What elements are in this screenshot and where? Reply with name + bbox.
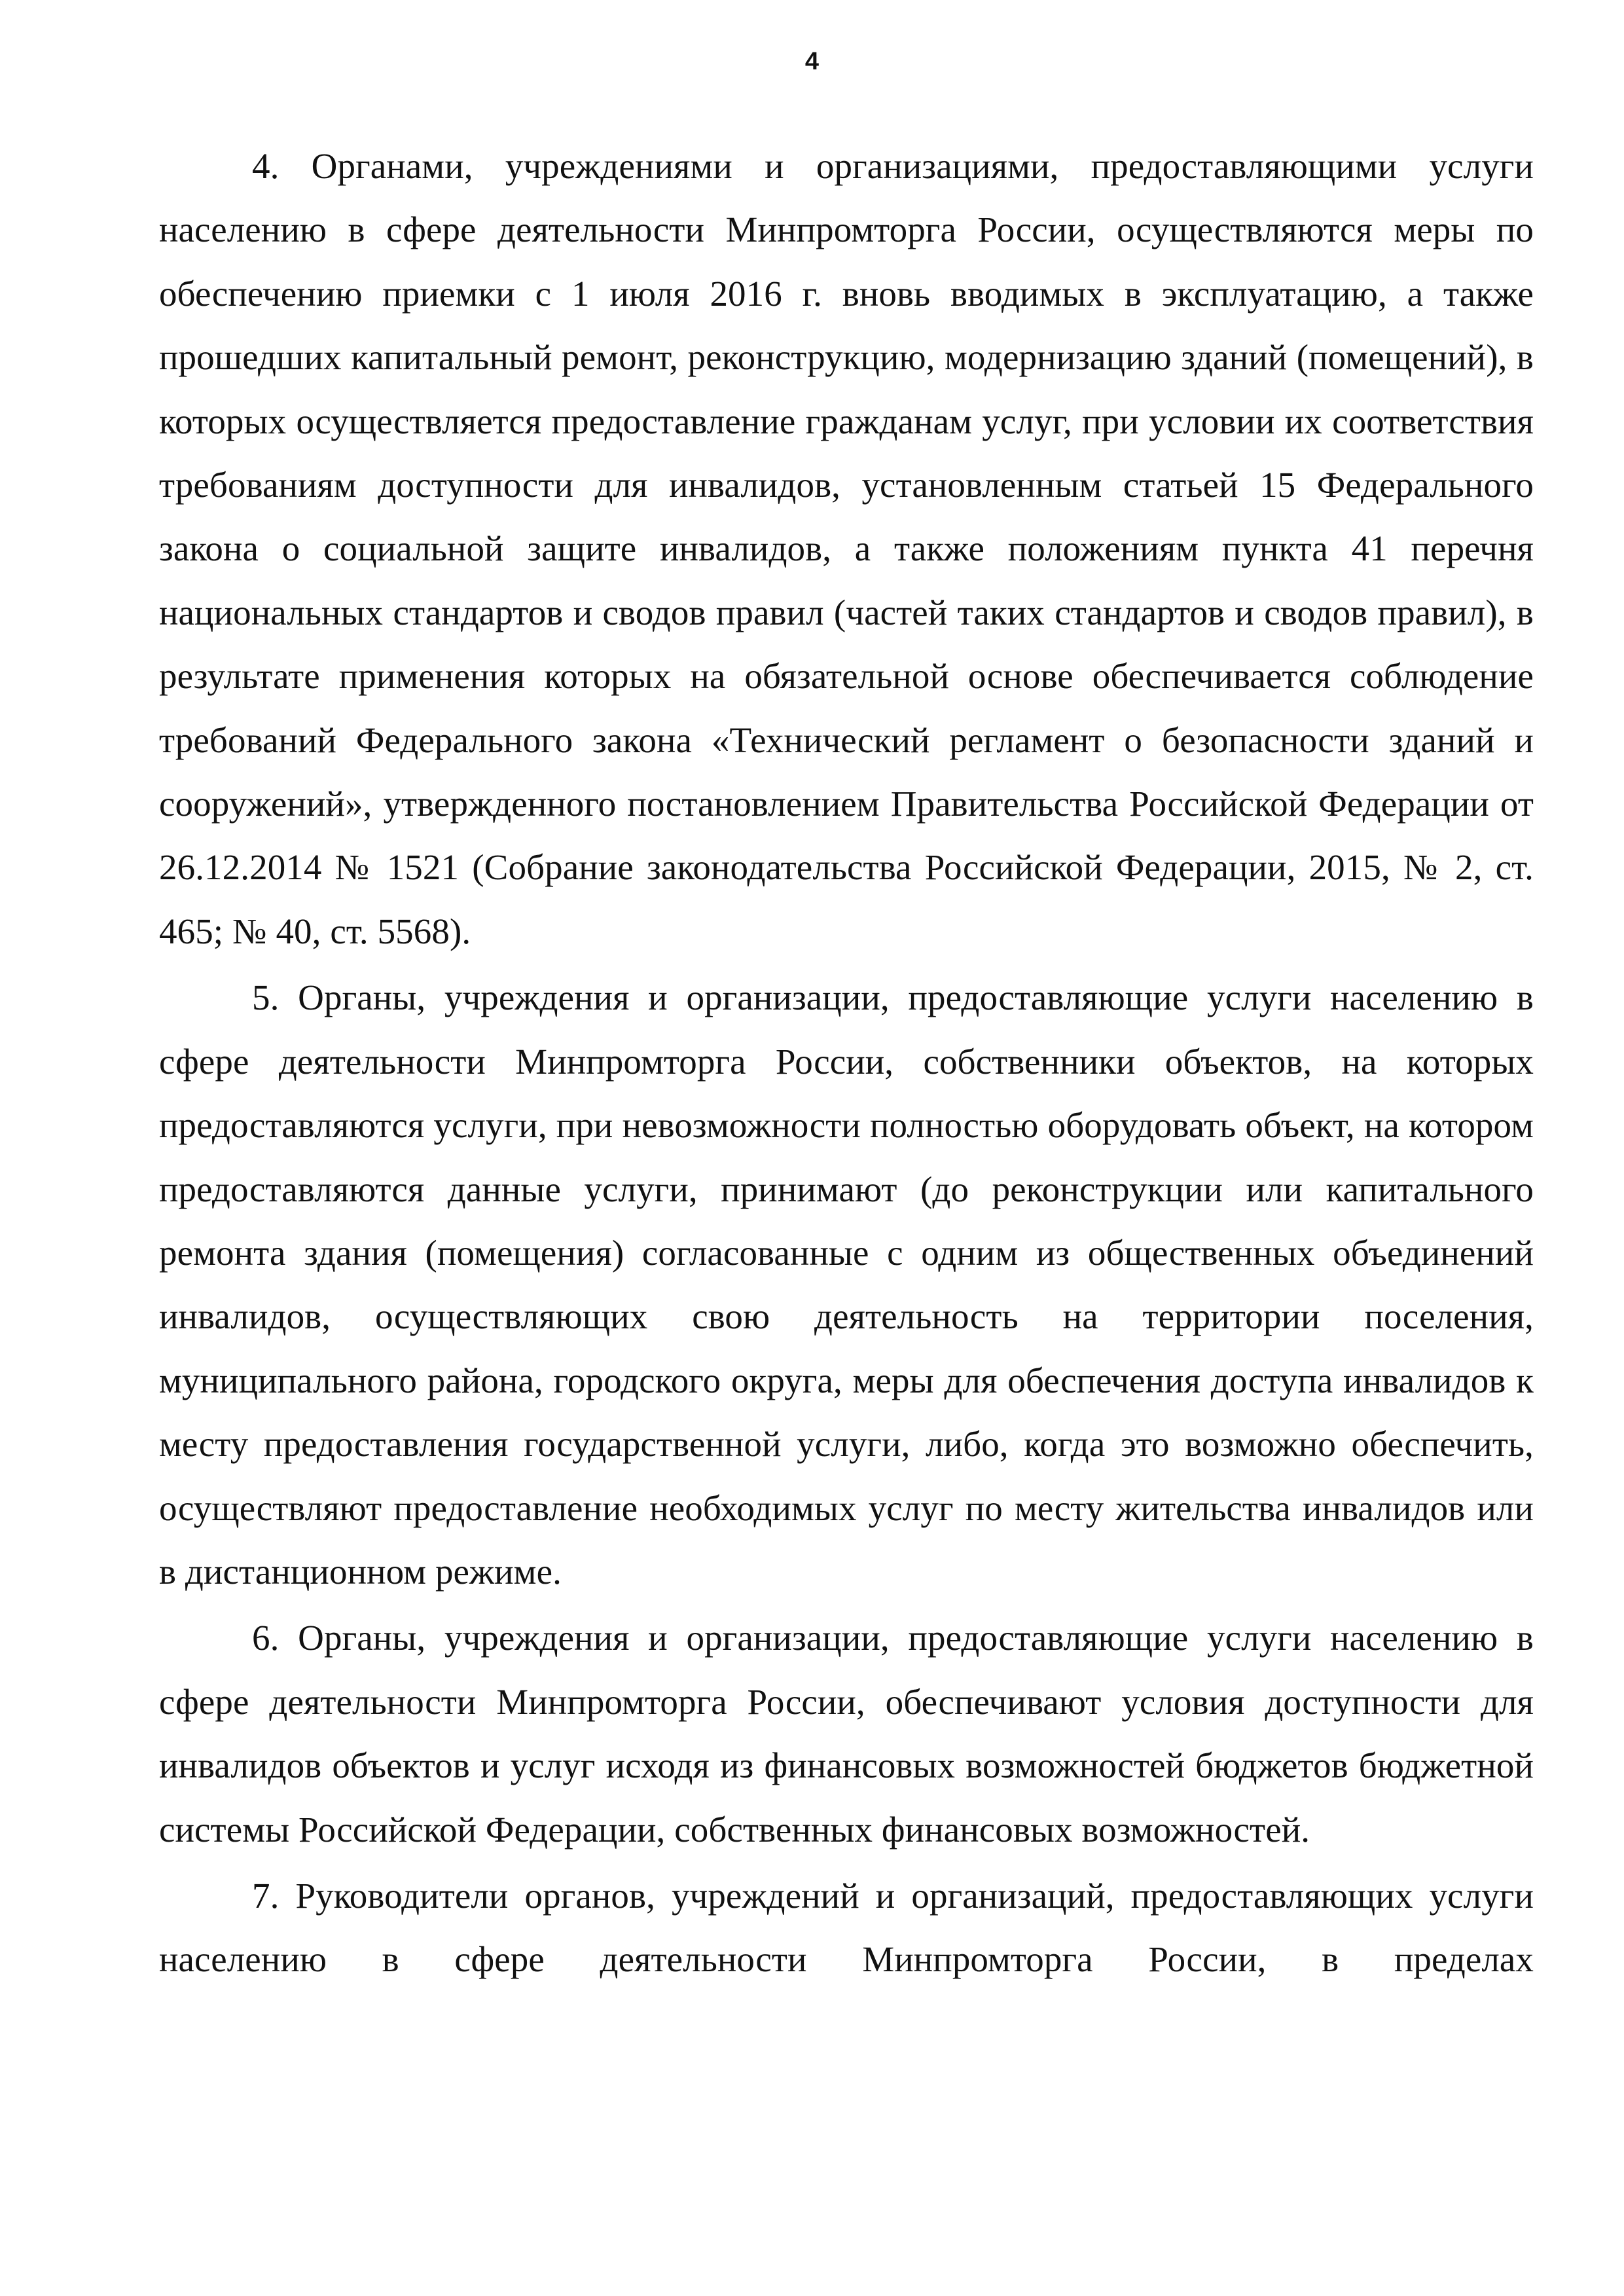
page-number: 4 — [804, 48, 820, 75]
paragraph-6: 6. Органы, учреждения и организации, предоставляющие услуги населению в сфере деятельности Минпромторга России, обеспечивают условия доступности для инвалидов объектов и услуг исходя из финансовых возможностей бюджетов бюджетной системы Российской Федерации, собственных финансовых возможностей. — [159, 1618, 1534, 1850]
paragraph-7: 7. Руководители органов, учреждений и организаций, предоставляющих услуги населению в сфере деятельности Минпромторга России, в пределах — [159, 1875, 1534, 1980]
paragraph-4: 4. Органами, учреждениями и организациями, предоставляющими услуги населению в сфере деятельности Минпромторга России, осуществляются меры по обеспечению приемки с 1 июля 2016 г. вновь вводимых в эксплуатацию, а также прошедших капитальный ремонт, реконструкцию, модернизацию зданий (помещений), в которых осуществляется предоставление гражданам услуг, при условии их соответствия требованиям доступности для инвалидов, установленным статьей 15 Федерального закона о социальной защите инвалидов, а также положениям пункта 41 перечня национальных стандартов и сводов правил (частей таких стандартов и сводов правил), в результате применения которых на обязательной основе обеспечивается соблюдение требований Федерального закона «Технический регламент о безопасности зданий и сооружений», утвержденного постановлением Правительства Российской Федерации от 26.12.2014 № 1521 (Собрание законодательства Российской Федерации, 2015, № 2, ст. 465; № 40, ст. 5568). — [159, 146, 1534, 951]
paragraph-5: 5. Органы, учреждения и организации, предоставляющие услуги населению в сфере деятельности Минпромторга России, собственники объектов, на которых предоставляются услуги, при невозможности полностью оборудовать объект, на котором предоставляются данные услуги, принимают (до реконструкции или капитального ремонта здания (помещения) согласованные с одним из общественных объединений инвалидов, осуществляющих свою деятельность на территории поселения, муниципального района, городского округа, меры для обеспечения доступа инвалидов к месту предоставления государственной услуги, либо, когда это возможно обеспечить, осуществляют предоставление необходимых услуг по месту жительства инвалидов или в дистанционном режиме. — [159, 977, 1534, 1592]
document-body — [159, 134, 1534, 1994]
